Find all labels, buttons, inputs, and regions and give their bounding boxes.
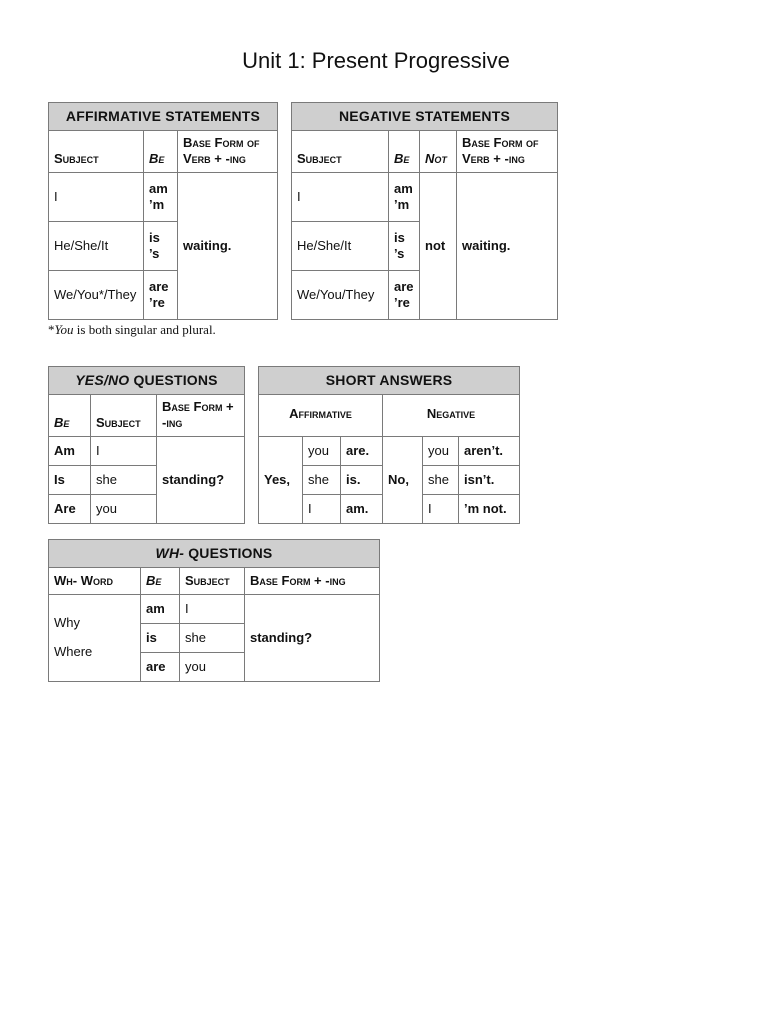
affirmative-banner: AFFIRMATIVE STATEMENTS [49, 103, 278, 131]
wh-questions-table [48, 539, 380, 682]
short-no-cell: No, [383, 437, 423, 524]
yesno-header-subject: Subject [91, 395, 157, 437]
negative-header-not: Not [420, 131, 457, 173]
yes-no-questions-table [48, 366, 245, 524]
title-main: Present Progressive [311, 48, 510, 73]
affirmative-subject-cell: We/You*/They [49, 271, 144, 320]
yesno-be-cell: Are [49, 495, 91, 524]
affirmative-statements-table [48, 102, 278, 320]
negative-subject-cell: He/She/It [292, 222, 389, 271]
short-yes-cell: Yes, [259, 437, 303, 524]
wh-header-word: Wh- Word [49, 568, 141, 595]
negative-header-be: Be [389, 131, 420, 173]
short-answers-table [258, 366, 520, 524]
negative-header-subject: Subject [292, 131, 389, 173]
title-prefix: Unit 1: [242, 48, 312, 73]
short-negative-verb: ’m not. [459, 495, 520, 524]
footnote-star: * [48, 322, 55, 337]
short-affirmative-verb: am. [341, 495, 383, 524]
short-header-affirmative: Affirmative [259, 395, 383, 437]
short-banner: SHORT ANSWERS [259, 367, 520, 395]
wh-be-cell: are [141, 653, 180, 682]
footnote [48, 322, 216, 338]
yesno-banner: YES/NO QUESTIONS [49, 367, 245, 395]
wh-header-be: Be [141, 568, 180, 595]
negative-not-cell: not [420, 173, 457, 320]
yesno-verb-cell: standing? [157, 437, 245, 524]
yesno-be-cell: Am [49, 437, 91, 466]
wh-subject-cell: she [180, 624, 245, 653]
wh-word: Why [54, 615, 80, 631]
short-affirmative-subject: you [303, 437, 341, 466]
negative-be-cell: are ’re [389, 271, 420, 320]
negative-subject-cell: We/You/They [292, 271, 389, 320]
yesno-subject-cell: she [91, 466, 157, 495]
short-negative-subject: you [423, 437, 459, 466]
negative-statements-table [291, 102, 558, 320]
affirmative-verb-cell: waiting. [178, 173, 278, 320]
wh-word-cell [49, 595, 141, 682]
short-affirmative-subject: she [303, 466, 341, 495]
wh-be-cell: am [141, 595, 180, 624]
yesno-subject-cell: you [91, 495, 157, 524]
wh-banner: WH- QUESTIONS [49, 540, 380, 568]
affirmative-subject-cell: He/She/It [49, 222, 144, 271]
page-title [0, 48, 752, 74]
wh-verb-cell: standing? [245, 595, 380, 682]
wh-header-subject: Subject [180, 568, 245, 595]
negative-be-cell: is ’s [389, 222, 420, 271]
negative-verb-cell: waiting. [457, 173, 558, 320]
yesno-header-base: Base Form + -ing [157, 395, 245, 437]
wh-word: Where [54, 644, 93, 659]
short-negative-subject: she [423, 466, 459, 495]
wh-subject-cell: I [180, 595, 245, 624]
negative-banner: NEGATIVE STATEMENTS [292, 103, 558, 131]
negative-header-base: Base Form of Verb + -ing [457, 131, 558, 173]
short-affirmative-verb: are. [341, 437, 383, 466]
affirmative-header-be: Be [144, 131, 178, 173]
yesno-header-be: Be [49, 395, 91, 437]
yesno-be-cell: Is [49, 466, 91, 495]
affirmative-be-cell: are ’re [144, 271, 178, 320]
footnote-text: is both singular and plural. [73, 322, 216, 337]
short-affirmative-subject: I [303, 495, 341, 524]
yesno-subject-cell: I [91, 437, 157, 466]
short-header-negative: Negative [383, 395, 520, 437]
affirmative-be-cell: is ’s [144, 222, 178, 271]
affirmative-subject-cell: I [49, 173, 144, 222]
wh-be-cell: is [141, 624, 180, 653]
short-negative-subject: I [423, 495, 459, 524]
footnote-you: You [54, 322, 74, 337]
wh-header-base: Base Form + -ing [245, 568, 380, 595]
short-affirmative-verb: is. [341, 466, 383, 495]
negative-be-cell: am ’m [389, 173, 420, 222]
negative-subject-cell: I [292, 173, 389, 222]
short-negative-verb: isn’t. [459, 466, 520, 495]
wh-subject-cell: you [180, 653, 245, 682]
affirmative-header-subject: Subject [49, 131, 144, 173]
short-negative-verb: aren’t. [459, 437, 520, 466]
affirmative-be-cell: am ’m [144, 173, 178, 222]
affirmative-header-base: Base Form of Verb + -ing [178, 131, 278, 173]
